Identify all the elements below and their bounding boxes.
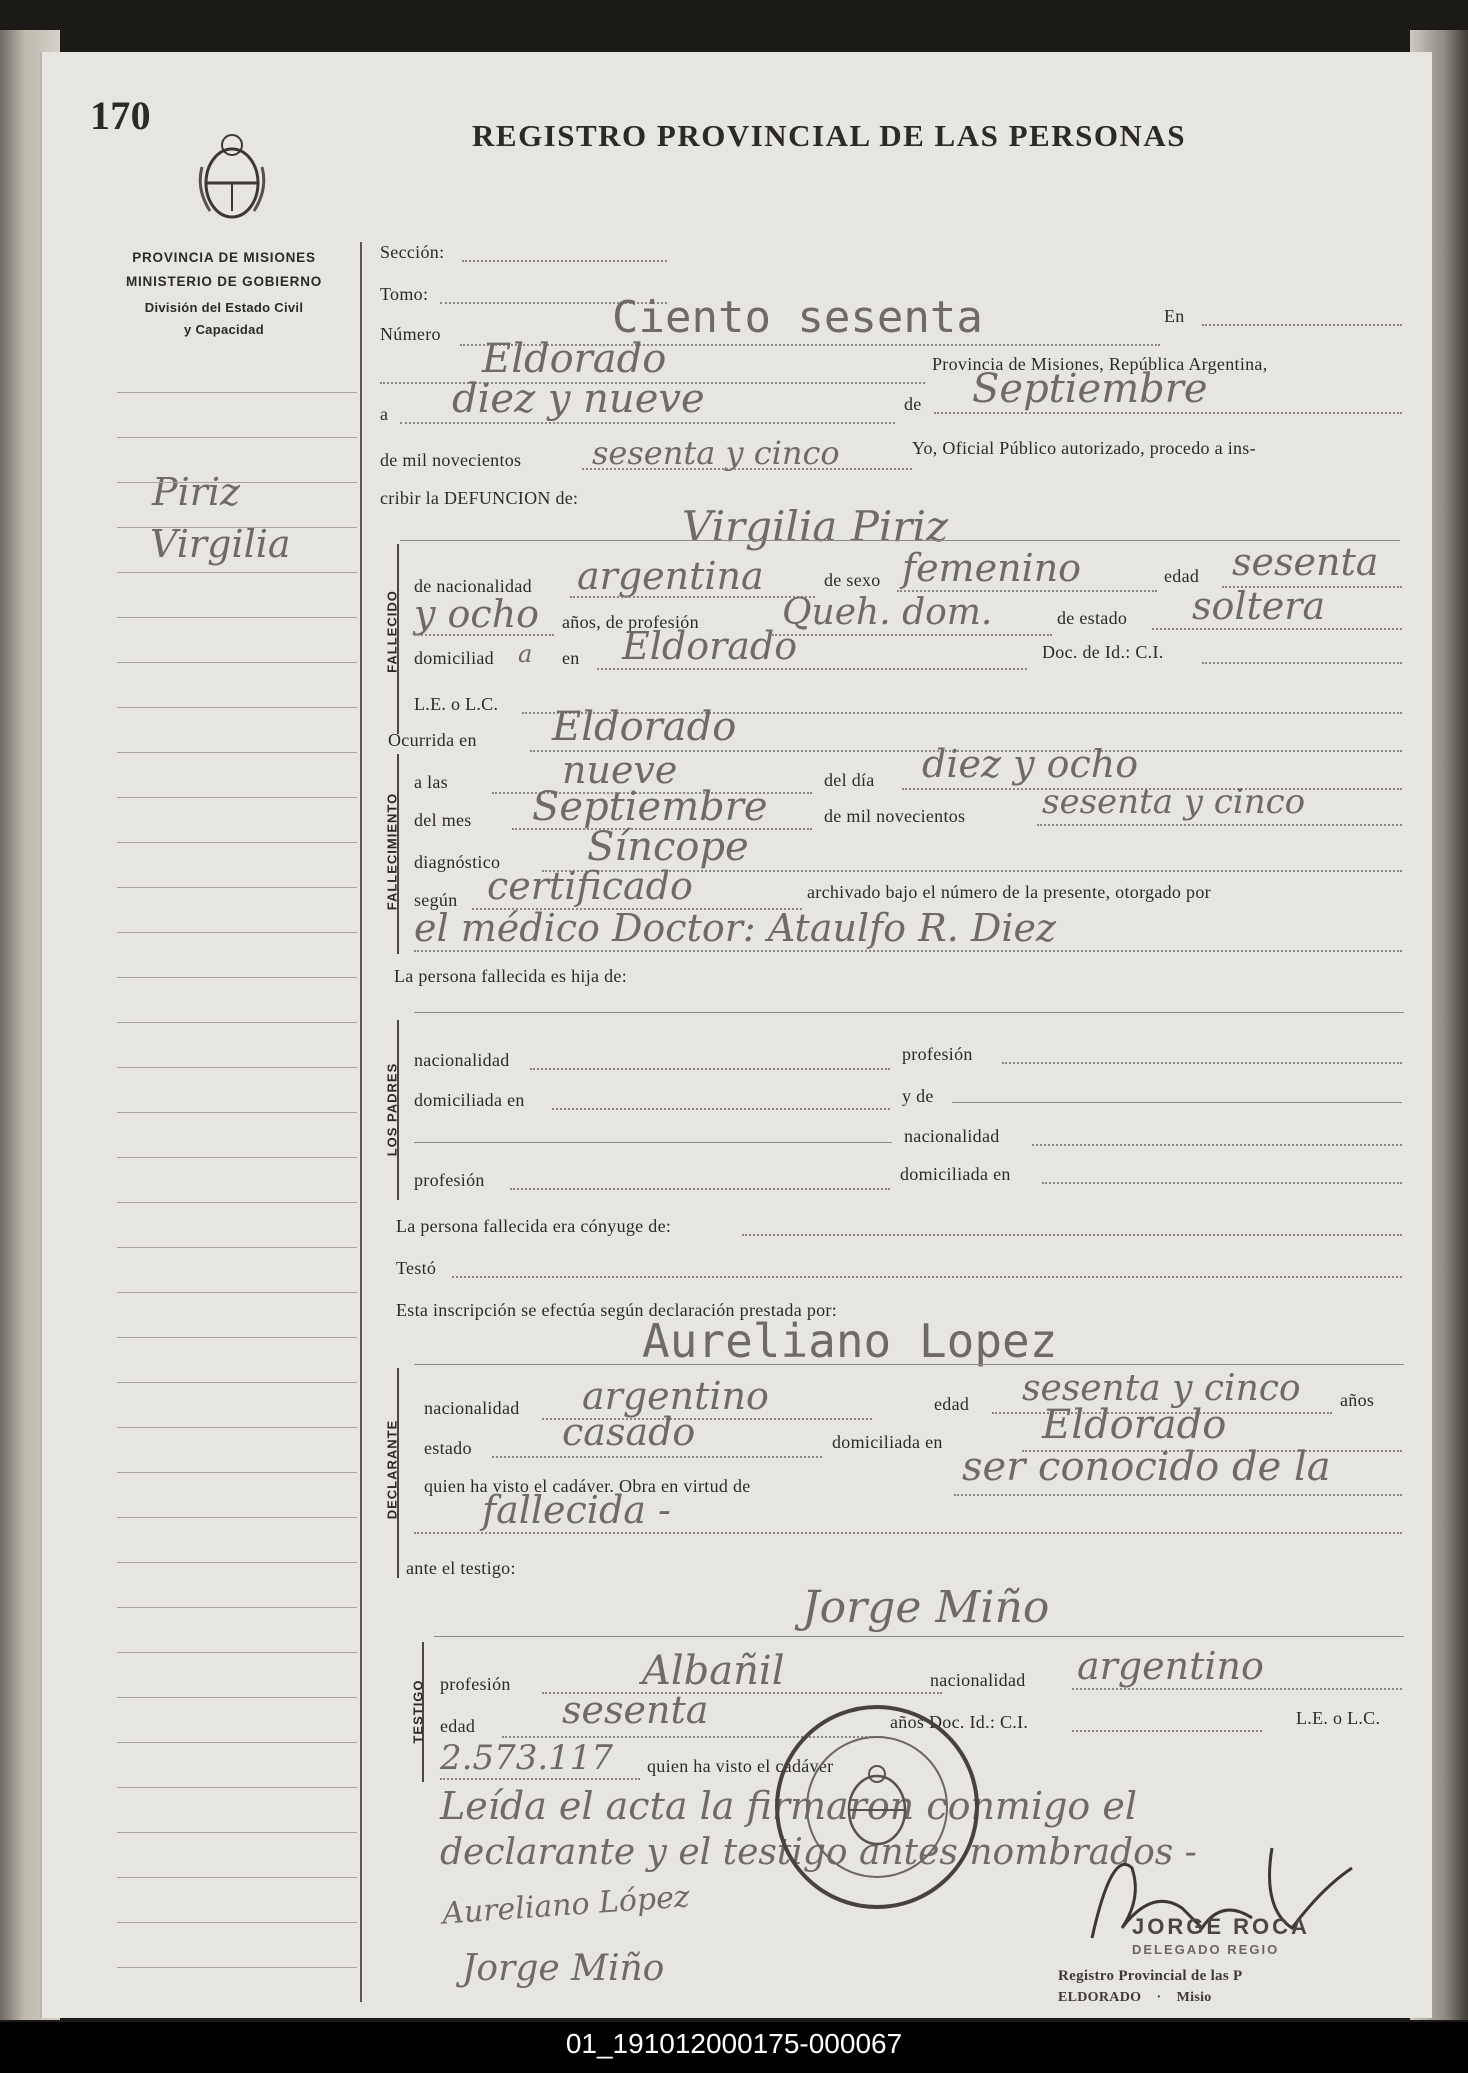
declarante-domicilio: Eldorado (1042, 1402, 1227, 1448)
madre-name-field (952, 1102, 1402, 1103)
official-seal-icon (762, 1692, 992, 1922)
signature-declarante: Aureliano López (441, 1879, 691, 1932)
footer-id: 01_191012000175-000067 (565, 2028, 903, 2059)
declarante-name-field (414, 1364, 1404, 1365)
anio-value: sesenta y cinco (592, 434, 840, 472)
ocurrida-value: Eldorado (552, 704, 737, 750)
padre-profesion-field (1002, 1062, 1402, 1064)
provincia-label: Provincia de Misiones, República Argentina, (932, 354, 1268, 374)
medico-value: el médico Doctor: Ataulfo R. Diez (414, 906, 1057, 950)
anio-fallec-field (1037, 824, 1402, 826)
testo-label: Testó (396, 1258, 437, 1278)
dia-value: diez y nueve (452, 376, 705, 422)
declarante-estado: casado (562, 1410, 696, 1454)
testigo-name-field (434, 1636, 1404, 1637)
madre-profesion-field (510, 1188, 890, 1190)
edad-label: edad (1164, 566, 1200, 586)
testigo-anios-doc-label: años Doc. Id.: C.I. (890, 1712, 1029, 1732)
declarante-virtud-1: ser conocido de la (962, 1444, 1331, 1490)
le-lc-label: L.E. o L.C. (414, 694, 499, 714)
padres-name-field (414, 1012, 1404, 1013)
register-page (40, 52, 1432, 2018)
ocurrida-label: Ocurrida en (388, 730, 477, 750)
doc-id-label: Doc. de Id.: C.I. (1042, 642, 1164, 662)
padre-profesion-label: profesión (902, 1044, 973, 1064)
padre-extra-field (414, 1142, 892, 1143)
mes-fallec-value: Septiembre (532, 784, 768, 830)
en-field (1202, 324, 1402, 326)
testigo-le-label: L.E. o L.C. (1296, 1708, 1381, 1728)
ante-testigo-label: ante el testigo: (406, 1558, 516, 1578)
testigo-nacionalidad: argentino (1077, 1644, 1264, 1688)
padre-nacionalidad-field (530, 1068, 890, 1070)
declarante-estado-field (492, 1456, 822, 1458)
dia-field (400, 422, 895, 424)
madre-nacionalidad-field (1032, 1144, 1402, 1146)
anio-field (582, 468, 912, 470)
testigo-edad-label: edad (440, 1716, 476, 1736)
numero-label: Número (380, 324, 441, 344)
office-line-1: PROVINCIA DE MISIONES (132, 250, 316, 265)
segun-value: certificado (487, 864, 693, 908)
declarante-nacionalidad: argentino (582, 1374, 769, 1418)
declarante-virtud-field-2 (414, 1532, 1402, 1534)
fallecimiento-side-label: FALLECIMIENTO (384, 792, 400, 911)
office-line-3: División del Estado Civil (144, 300, 304, 315)
cierre-line-1: Leída el acta la firmaron conmigo el (440, 1784, 1138, 1828)
dia-fallec-value: diez y ocho (922, 742, 1139, 786)
hija-de-label: La persona fallecida es hija de: (394, 966, 627, 986)
padre-y-de-label: y de (902, 1086, 934, 1106)
madre-nacionalidad-label: nacionalidad (904, 1126, 1000, 1146)
page-number: 170 (90, 93, 151, 138)
declarante-nacionalidad-label: nacionalidad (424, 1398, 520, 1418)
margin-note-name: Virgilia (150, 522, 291, 566)
en-low-label: en (562, 648, 580, 668)
page-title: REGISTRO PROVINCIAL DE LAS PERSONAS (472, 118, 1186, 153)
madre-profesion-label: profesión (414, 1170, 485, 1190)
edad-value-1: sesenta (1232, 540, 1379, 584)
yo-oficial-label: Yo, Oficial Público autorizado, procedo a ins- (912, 438, 1256, 458)
cribir-label: cribir la DEFUNCION de: (380, 488, 579, 508)
anios-profesion-label: años, de profesión (562, 612, 699, 632)
numero-value: Ciento sesenta (612, 292, 983, 343)
margin-divider (360, 242, 362, 2002)
padres-side-label: LOS PADRES (384, 1062, 400, 1157)
de-label: de (904, 394, 922, 414)
cierre-line-2: declarante y el testigo antes nombrados - (440, 1832, 1197, 1873)
declarante-visto-label: quien ha visto el cadáver. Obra en virtud de (424, 1476, 751, 1496)
estado-label: de estado (1057, 608, 1128, 628)
profesion-field (772, 634, 1052, 636)
testigo-visto-label: quien ha visto el cadáver (647, 1756, 834, 1776)
archivado-label: archivado bajo el número de la presente, otorgado por (807, 882, 1211, 902)
estado-field (1152, 628, 1402, 630)
lugar-value: Eldorado (482, 336, 667, 382)
profesion-value: Queh. dom. (782, 592, 993, 633)
edad-field-2 (414, 634, 554, 636)
sexo-value: femenino (902, 546, 1082, 590)
anio-fallec-value: sesenta y cinco (1042, 782, 1306, 822)
testigo-name: Jorge Miño (802, 1582, 1050, 1633)
edad-value-2: y ocho (414, 592, 540, 636)
domicilio-value: Eldorado (622, 624, 798, 668)
conyuge-field (742, 1234, 1402, 1236)
testigo-profesion: Albañil (642, 1648, 785, 1694)
testo-field (452, 1276, 1402, 1278)
office-line-4: y Capacidad (184, 322, 264, 337)
diagnostico-label: diagnóstico (414, 852, 501, 872)
nombre-value: Virgilia Piriz (682, 502, 949, 551)
padre-domicilio-field (552, 1108, 890, 1110)
medico-field (414, 950, 1402, 952)
a-label: a (380, 404, 389, 424)
stamp-line-4: ELDORADO · Misio (1058, 1990, 1212, 2005)
stamp-name: JORGE ROCA (1132, 1914, 1310, 1939)
madre-domiciliada-label: domiciliada en (900, 1164, 1011, 1184)
padre-nacionalidad-label: nacionalidad (414, 1050, 510, 1070)
domiciliad-label: domiciliad (414, 648, 494, 668)
conyuge-label: La persona fallecida era cónyuge de: (396, 1216, 672, 1236)
estado-value: soltera (1192, 584, 1326, 628)
de-mil2-label: de mil novecientos (824, 806, 966, 826)
declarante-domiciliada-label: domiciliada en (832, 1432, 943, 1452)
declarante-edad-label: edad (934, 1394, 970, 1414)
inscripcion-label: Esta inscripción se efectúa según declaración prestada por: (396, 1300, 838, 1320)
mes-value: Septiembre (972, 366, 1208, 412)
testigo-doc-field (1072, 1730, 1262, 1732)
declarante-edad: sesenta y cinco (1022, 1368, 1301, 1409)
a-las-label: a las (414, 772, 448, 792)
tomo-label: Tomo: (380, 284, 429, 304)
del-dia-label: del día (824, 770, 875, 790)
declarante-estado-label: estado (424, 1438, 472, 1458)
padre-domiciliada-label: domiciliada en (414, 1090, 525, 1110)
declarante-name: Aureliano Lopez (642, 1314, 1058, 1368)
stamp-line-3: Registro Provincial de las P (1058, 1968, 1243, 1984)
testigo-doc-field-2 (440, 1778, 640, 1780)
margin-note-surname: Piriz (152, 470, 241, 514)
mes-field (934, 412, 1402, 414)
madre-domicilio-field (1042, 1182, 1402, 1184)
stamp-role: DELEGADO REGIO (1132, 1942, 1280, 1957)
testigo-edad: sesenta (562, 1688, 709, 1732)
sexo-label: de sexo (824, 570, 881, 590)
diagnostico-value: Síncope (587, 824, 749, 870)
declarante-anios-label: años (1340, 1390, 1375, 1410)
domicilio-field (597, 668, 1027, 670)
en-label: En (1164, 306, 1185, 326)
fallecido-side-label: FALLECIDO (384, 590, 400, 673)
testigo-side-label: TESTIGO (410, 1679, 426, 1744)
testigo-doc: 2.573.117 (440, 1738, 614, 1778)
office-line-2: MINISTERIO DE GOBIERNO (125, 274, 323, 289)
seccion-label: Sección: (380, 242, 445, 262)
del-mes-label: del mes (414, 810, 472, 830)
testigo-nacionalidad-field (1072, 1688, 1402, 1690)
domiciliad-suffix: a (518, 640, 533, 668)
hora-value: nueve (562, 748, 678, 792)
nacionalidad-value: argentina (577, 554, 764, 598)
nacionalidad-field (570, 596, 815, 598)
segun-label: según (414, 890, 458, 910)
de-mil-label: de mil novecientos (380, 450, 522, 470)
declarante-side-label: DECLARANTE (384, 1419, 400, 1520)
declarante-virtud-field (954, 1494, 1402, 1496)
signature-testigo: Jorge Miño (462, 1948, 665, 1989)
testigo-profesion-label: profesión (440, 1674, 511, 1694)
doc-id-field (1202, 662, 1402, 664)
coat-of-arms-icon (192, 127, 272, 223)
seccion-field (462, 260, 667, 262)
nacionalidad-label: de nacionalidad (414, 576, 532, 596)
declarante-virtud-2: fallecida - (482, 1488, 671, 1532)
testigo-nacionalidad-label: nacionalidad (930, 1670, 1026, 1690)
